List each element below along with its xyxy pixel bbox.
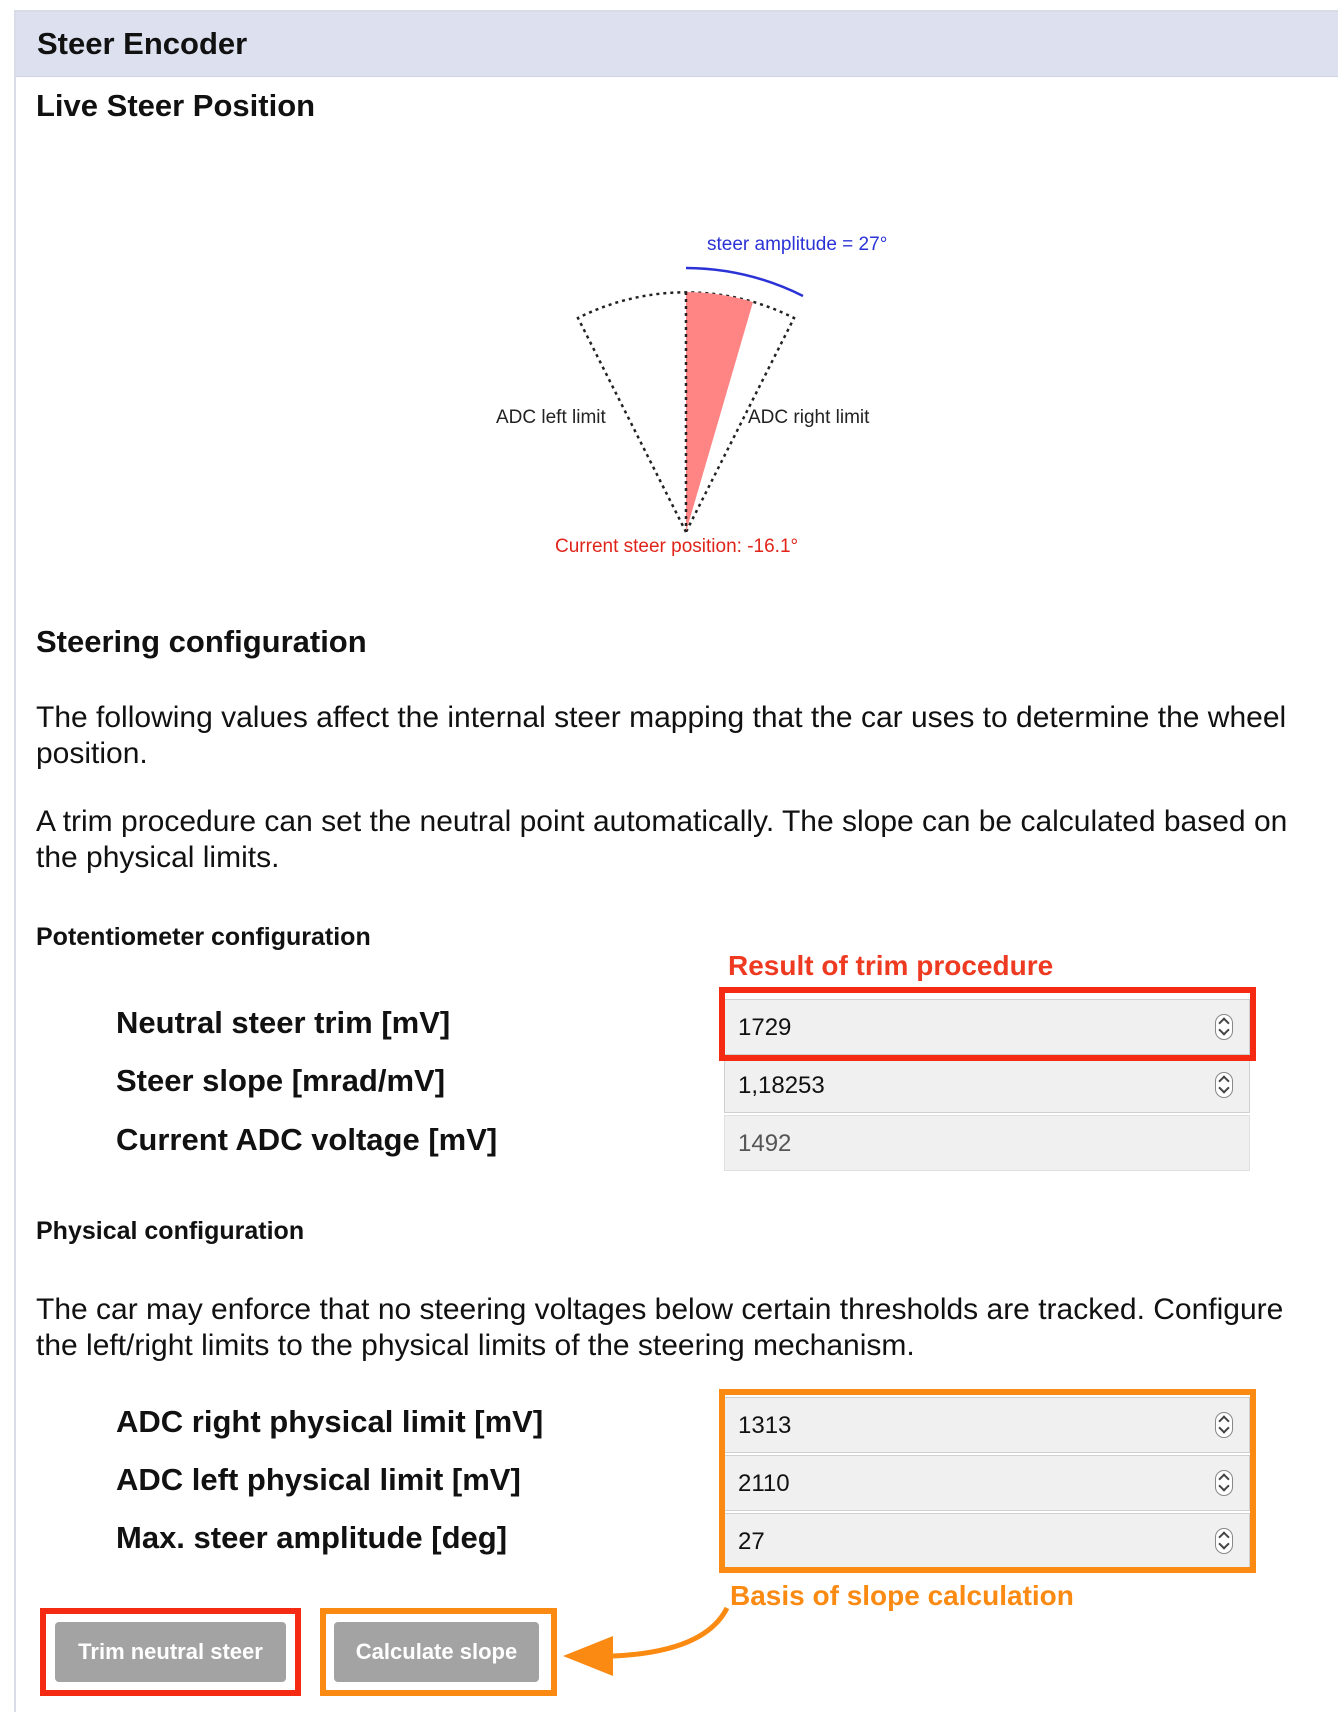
physical-heading: Physical configuration xyxy=(36,1217,305,1245)
adc-left-limit-value: 2110 xyxy=(738,1470,790,1497)
trim-result-highlight xyxy=(719,987,1256,1061)
adc-right-limit-value: 1313 xyxy=(738,1412,792,1439)
config-description-1: The following values affect the internal steer mapping that the car uses to determine the wheel position. xyxy=(36,701,1287,770)
arrow-icon xyxy=(555,1590,735,1700)
adc-right-limit-label: ADC right physical limit [mV] xyxy=(116,1404,544,1439)
physical-description: The car may enforce that no steering voltages below certain thresholds are tracked. Configure the left/right limits to the physical limits of the steering mechanism. xyxy=(36,1293,1284,1362)
steer-slope-label: Steer slope [mrad/mV] xyxy=(116,1063,446,1098)
current-position-label: Current steer position: -16.1° xyxy=(555,536,799,557)
config-description-2: A trim procedure can set the neutral point automatically. The slope can be calculated based on the physical limits. xyxy=(36,805,1288,874)
max-amplitude-value: 27 xyxy=(738,1528,765,1555)
steering-config-heading: Steering configuration xyxy=(36,624,367,659)
steer-slope-value: 1,18253 xyxy=(738,1072,825,1099)
calculate-slope-button[interactable]: Calculate slope xyxy=(334,1622,539,1682)
current-adc-label: Current ADC voltage [mV] xyxy=(116,1122,498,1157)
steer-slope-input[interactable] xyxy=(724,1057,1250,1113)
left-limit-label: ADC left limit xyxy=(496,407,606,428)
amplitude-label: steer amplitude = 27° xyxy=(707,234,888,255)
adc-left-limit-label: ADC left physical limit [mV] xyxy=(116,1462,521,1497)
live-steer-heading: Live Steer Position xyxy=(36,88,316,123)
neutral-trim-label: Neutral steer trim [mV] xyxy=(116,1005,451,1040)
current-adc-value: 1492 xyxy=(738,1130,792,1157)
stepper-icon[interactable] xyxy=(1215,1072,1233,1098)
slope-basis-annotation: Basis of slope calculation xyxy=(730,1580,1074,1611)
trim-result-annotation: Result of trim procedure xyxy=(728,950,1054,981)
current-adc-field xyxy=(724,1115,1250,1171)
potentiometer-heading: Potentiometer configuration xyxy=(36,923,371,951)
panel-header xyxy=(16,12,1338,77)
max-amplitude-label: Max. steer amplitude [deg] xyxy=(116,1520,508,1555)
amplitude-arc xyxy=(686,268,803,296)
panel-title: Steer Encoder xyxy=(37,26,248,61)
current-position-wedge xyxy=(686,292,753,532)
slope-basis-highlight xyxy=(719,1389,1256,1573)
trim-neutral-steer-button[interactable]: Trim neutral steer xyxy=(55,1622,286,1682)
steer-position-gauge xyxy=(440,210,900,570)
neutral-trim-value: 1729 xyxy=(738,1014,792,1041)
right-limit-label: ADC right limit xyxy=(748,407,870,428)
